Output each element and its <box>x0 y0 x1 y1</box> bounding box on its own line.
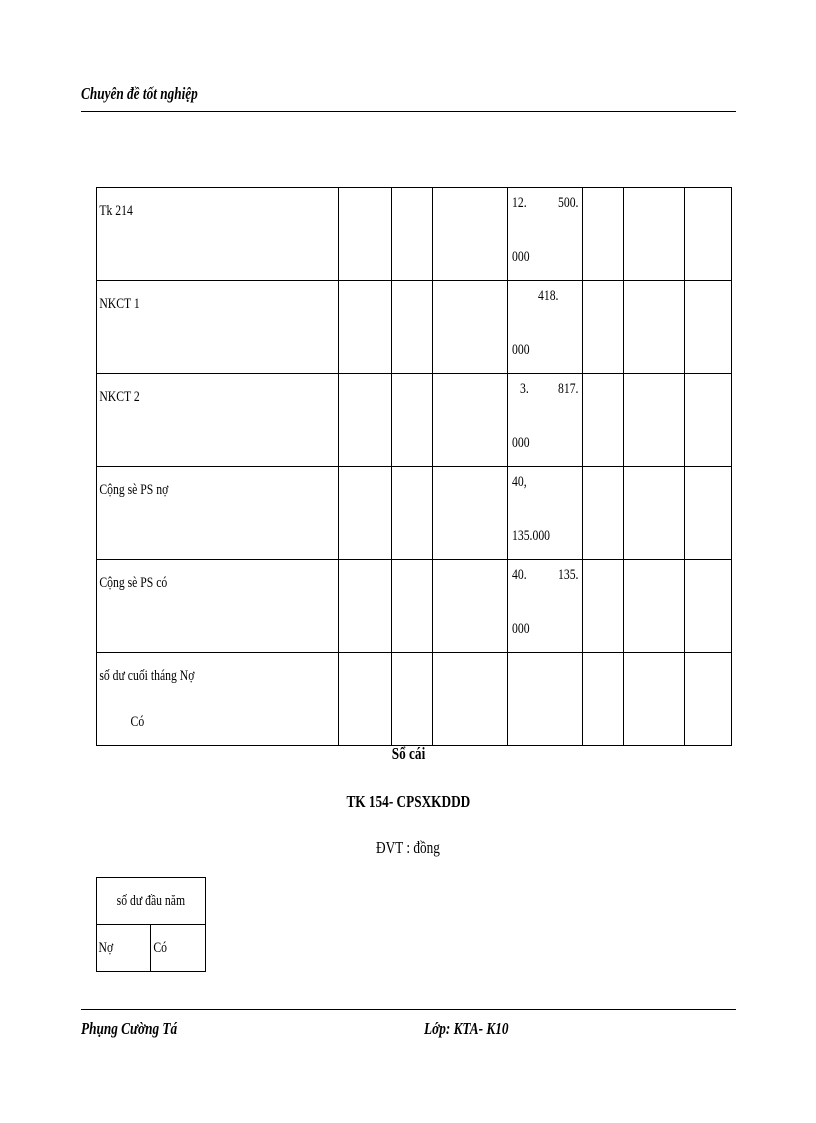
table-row <box>97 374 732 467</box>
amount-cell <box>508 281 583 374</box>
amount-part-b: 418. <box>537 288 559 304</box>
table-row <box>97 878 206 925</box>
table-row <box>97 653 732 746</box>
amount-cell <box>508 374 583 467</box>
header-rule <box>81 111 736 112</box>
amount-cell <box>508 188 583 281</box>
debit-cell: Nợ <box>97 925 151 972</box>
footer-class: Lớp: KTA- K10 <box>424 1019 509 1038</box>
ledger-table <box>96 187 732 746</box>
row-label-cell <box>97 653 339 746</box>
opening-balance-table <box>96 877 206 972</box>
amount-cell <box>508 467 583 560</box>
footer-author: Phụng Cường Tá <box>81 1019 178 1038</box>
row-label: số dư cuối tháng Nợ <box>99 668 195 684</box>
row-label-cell <box>97 188 339 281</box>
amount-part-b: 817. <box>557 381 579 397</box>
row-label-cell <box>97 281 339 374</box>
table-row <box>97 467 732 560</box>
amount-part-a: 40. <box>512 567 527 583</box>
footer-rule <box>81 1009 736 1010</box>
row-label: Tk 214 <box>99 203 133 219</box>
amount-cell <box>508 560 583 653</box>
table-row <box>97 925 206 972</box>
row-label: Cộng sè PS nợ <box>99 482 169 498</box>
document-header-title: Chuyên đề tốt nghiệp <box>81 84 198 103</box>
unit-label: ĐVT : đồng <box>376 838 440 857</box>
account-title: TK 154- CPSXKDDD <box>346 792 470 811</box>
amount-part-c: 000 <box>512 249 530 265</box>
table-row <box>97 281 732 374</box>
row-label-cell <box>97 560 339 653</box>
row-label-cell <box>97 374 339 467</box>
amount-part-a: 3. <box>520 381 529 397</box>
amount-part-c: 135.000 <box>512 528 551 544</box>
row-label: NKCT 2 <box>99 389 140 405</box>
amount-part-b: 135. <box>557 567 579 583</box>
table-row <box>97 188 732 281</box>
row-label: Cộng sè PS có <box>99 575 168 591</box>
row-label-second-line: Có <box>130 714 145 730</box>
amount-part-a: 12. <box>512 195 527 211</box>
row-label-cell <box>97 467 339 560</box>
amount-part-c: 000 <box>512 342 530 358</box>
amount-part-c: 000 <box>512 435 530 451</box>
table-row <box>97 560 732 653</box>
amount-part-b: 500. <box>557 195 579 211</box>
row-label: NKCT 1 <box>99 296 140 312</box>
ledger-title: Sổ cái <box>391 744 425 763</box>
amount-part-a: 40, <box>512 474 527 490</box>
amount-part-c: 000 <box>512 621 530 637</box>
credit-cell: Có <box>151 925 206 972</box>
opening-balance-header: số dư đầu năm <box>97 878 206 925</box>
